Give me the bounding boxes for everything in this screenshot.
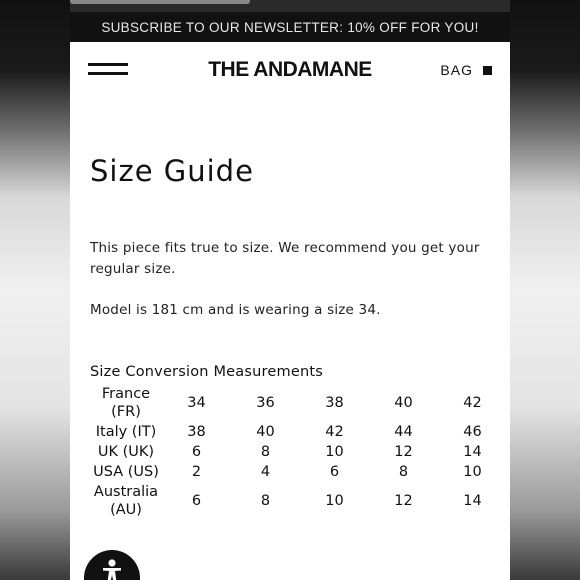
size-cell: 10 (325, 493, 344, 509)
size-cell: 38 (187, 424, 206, 440)
size-cell: 12 (394, 444, 413, 460)
size-cell: 40 (256, 424, 275, 440)
size-cell: 42 (463, 395, 482, 411)
table-row (90, 482, 507, 520)
size-cell: 44 (394, 424, 413, 440)
model-note: Model is 181 cm and is wearing a size 34. (90, 302, 381, 318)
size-cell: 4 (260, 464, 271, 480)
size-cell: 12 (394, 493, 413, 509)
hamburger-icon[interactable] (88, 63, 128, 77)
phone-screen (70, 0, 510, 580)
table-row (90, 462, 507, 482)
size-cell: 10 (325, 444, 344, 460)
row-label: Italy (IT) (95, 424, 157, 440)
size-cell: 8 (260, 444, 271, 460)
brand-logo[interactable]: THE ANDAMANE (208, 58, 372, 81)
size-cell: 14 (463, 493, 482, 509)
size-cell: 10 (463, 464, 482, 480)
size-cell: 46 (463, 424, 482, 440)
size-conversion-table (90, 384, 507, 520)
promo-text: SUBSCRIBE TO OUR NEWSLETTER: 10% OFF FOR YOU! (101, 19, 479, 35)
device-notch (70, 0, 250, 4)
bag-button[interactable] (440, 62, 492, 78)
site-header (70, 42, 510, 98)
bag-label: BAG (440, 62, 473, 78)
table-row (90, 384, 507, 422)
size-cell: 8 (398, 464, 409, 480)
size-cell: 14 (463, 444, 482, 460)
size-cell: 36 (256, 395, 275, 411)
size-cell: 38 (325, 395, 344, 411)
size-cell: 40 (394, 395, 413, 411)
hamburger-line-bottom (88, 72, 128, 75)
size-cell: 34 (187, 395, 206, 411)
size-cell: 6 (191, 493, 202, 509)
size-table-title: Size Conversion Measurements (90, 364, 323, 380)
bag-icon (483, 66, 492, 75)
size-cell: 42 (325, 424, 344, 440)
size-cell: 6 (329, 464, 340, 480)
fit-description: This piece fits true to size. We recommend you get your regular size. (90, 240, 480, 277)
accessibility-button[interactable] (84, 550, 140, 580)
promo-banner[interactable] (70, 0, 510, 42)
accessibility-icon (97, 558, 127, 580)
size-cell: 6 (191, 444, 202, 460)
row-label: France (FR) (101, 386, 151, 420)
table-row (90, 422, 507, 442)
size-cell: 2 (191, 464, 202, 480)
hamburger-line-top (88, 63, 128, 66)
size-cell: 8 (260, 493, 271, 509)
row-label: USA (US) (93, 464, 159, 480)
row-label: Australia (AU) (93, 484, 159, 518)
table-row (90, 442, 507, 462)
row-label: UK (UK) (97, 444, 155, 460)
page-title: Size Guide (90, 154, 254, 188)
